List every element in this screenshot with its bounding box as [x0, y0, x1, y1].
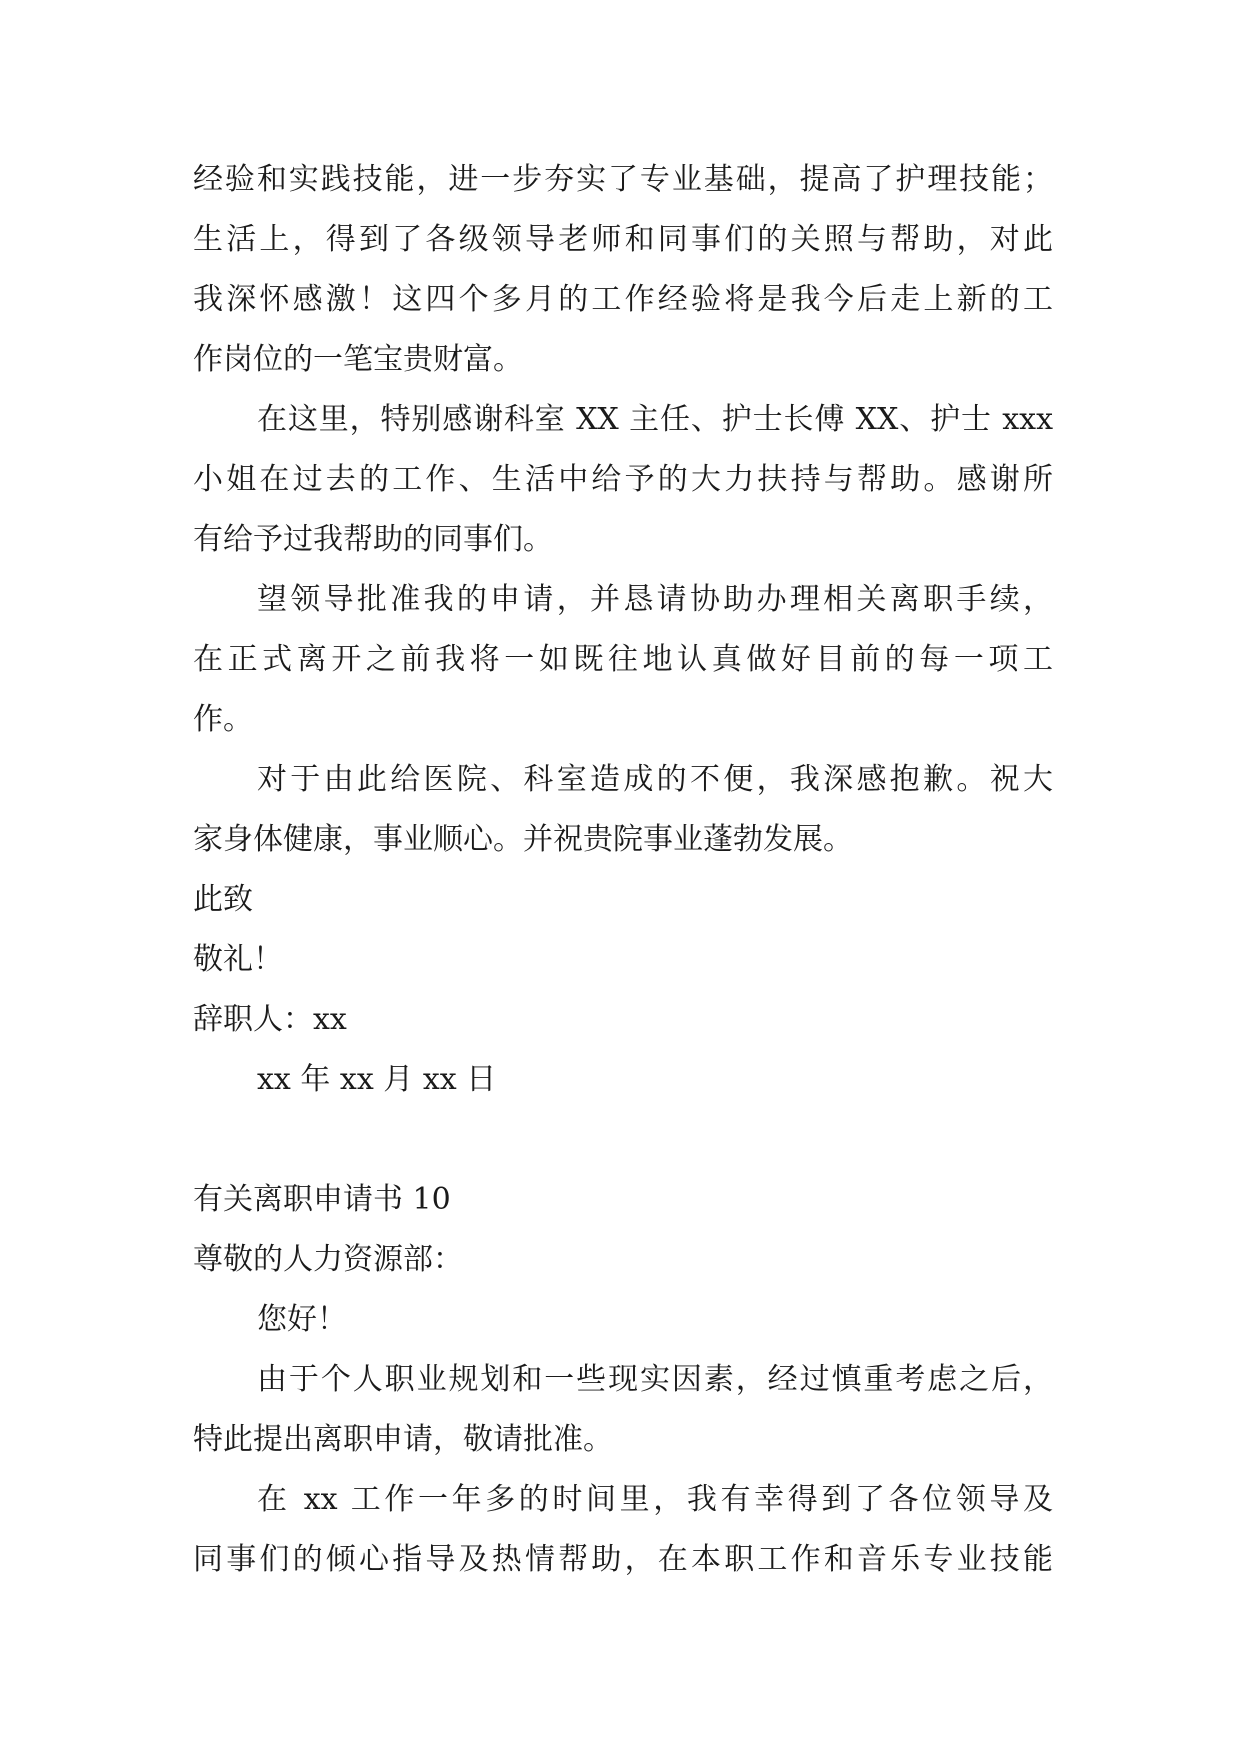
paragraph-line: 我深怀感激！这四个多月的工作经验将是我今后走上新的工 [193, 282, 1053, 317]
closing-regards: 敬礼！ [193, 942, 283, 977]
section-title: 有关离职申请书 10 [193, 1182, 451, 1217]
paragraph-line: 有给予过我帮助的同事们。 [193, 522, 553, 557]
paragraph-line: 在这里，特别感谢科室 XX 主任、护士长傅 XX、护士 xxx [257, 402, 1053, 437]
paragraph-line: 特此提出离职申请，敬请批准。 [193, 1422, 613, 1457]
paragraph-line: 由于个人职业规划和一些现实因素，经过慎重考虑之后， [257, 1362, 1053, 1397]
paragraph-line: 小姐在过去的工作、生活中给予的大力扶持与帮助。感谢所 [193, 462, 1053, 497]
section-spacer [193, 1110, 1053, 1170]
closing-salutation: 此致 [193, 882, 253, 917]
signature-line: 辞职人：xx [193, 1002, 347, 1037]
paragraph-line: 同事们的倾心指导及热情帮助，在本职工作和音乐专业技能 [193, 1542, 1053, 1577]
paragraph-line: 家身体健康，事业顺心。并祝贵院事业蓬勃发展。 [193, 822, 853, 857]
addressee-line: 尊敬的人力资源部： [193, 1242, 463, 1277]
paragraph-line: 作岗位的一笔宝贵财富。 [193, 342, 523, 377]
paragraph-line: 经验和实践技能，进一步夯实了专业基础，提高了护理技能； [193, 162, 1053, 197]
paragraph-line: 在 xx 工作一年多的时间里，我有幸得到了各位领导及 [257, 1482, 1053, 1517]
paragraph-line: 对于由此给医院、科室造成的不便，我深感抱歉。祝大 [257, 762, 1053, 797]
paragraph-line: 望领导批准我的申请，并恳请协助办理相关离职手续， [257, 582, 1053, 617]
paragraph-line: 在正式离开之前我将一如既往地认真做好目前的每一项工 [193, 642, 1053, 677]
paragraph-line: 生活上，得到了各级领导老师和同事们的关照与帮助，对此 [193, 222, 1053, 257]
greeting-line: 您好！ [257, 1302, 347, 1337]
date-line: xx 年 xx 月 xx 日 [257, 1062, 497, 1097]
paragraph-line: 作。 [193, 702, 253, 737]
document-body [193, 150, 1053, 1590]
